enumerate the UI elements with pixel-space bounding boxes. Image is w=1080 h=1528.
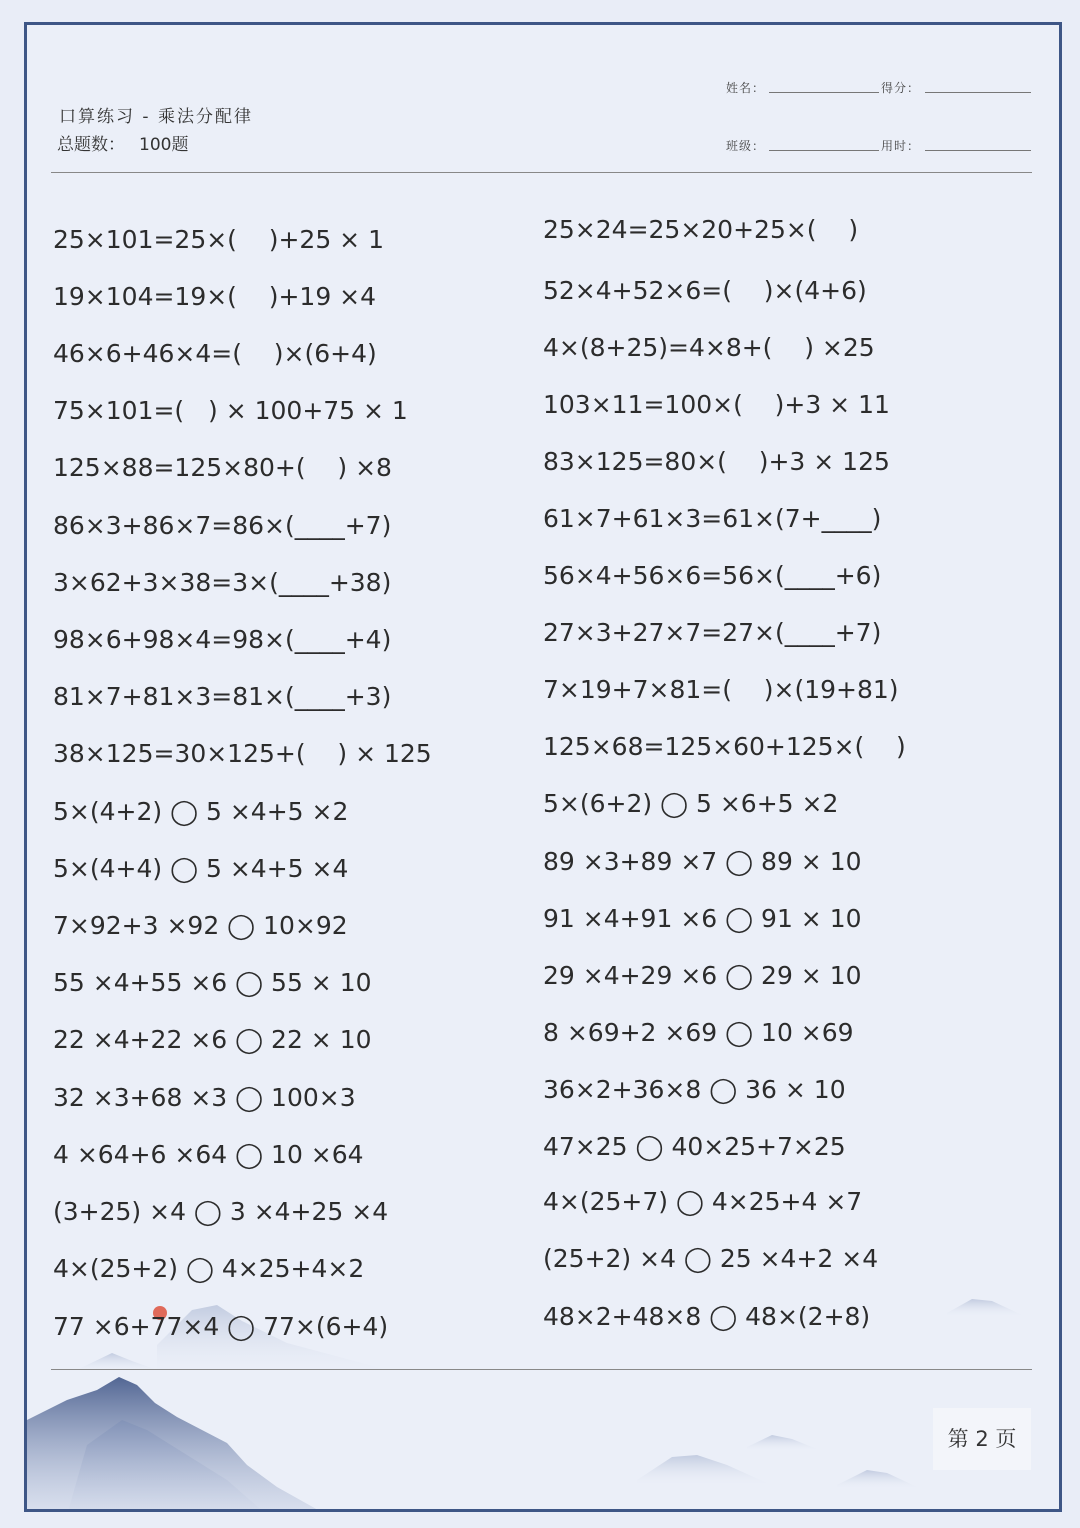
problem-left-19: 4×(25+2) ◯ 4×25+4×2 bbox=[53, 1254, 365, 1283]
problem-left-11: 5×(4+2) ◯ 5 ×4+5 ×2 bbox=[53, 797, 349, 826]
problem-right-2: 52×4+52×6=( )×(4+6) bbox=[543, 276, 867, 305]
total-count-label: 总题数： bbox=[57, 135, 125, 155]
problem-left-15: 22 ×4+22 ×6 ◯ 22 × 10 bbox=[53, 1025, 372, 1054]
problem-left-7: 3×62+3×38=3×(____+38) bbox=[53, 568, 392, 597]
problem-left-16: 32 ×3+68 ×3 ◯ 100×3 bbox=[53, 1083, 356, 1112]
problem-right-1: 25×24=25×20+25×( ) bbox=[543, 215, 859, 244]
time-line[interactable] bbox=[925, 150, 1031, 151]
problem-right-3: 4×(8+25)=4×8+( ) ×25 bbox=[543, 333, 875, 362]
score-line[interactable] bbox=[925, 92, 1031, 93]
problem-right-8: 27×3+27×7=27×(____+7) bbox=[543, 618, 882, 647]
problem-right-9: 7×19+7×81=( )×(19+81) bbox=[543, 675, 899, 704]
page-number: 第 2 页 bbox=[933, 1408, 1031, 1470]
problem-left-18: (3+25) ×4 ◯ 3 ×4+25 ×4 bbox=[53, 1197, 389, 1226]
problem-right-10: 125×68=125×60+125×( ) bbox=[543, 732, 906, 761]
class-line[interactable] bbox=[769, 150, 879, 151]
worksheet-title: 口算练习 - 乘法分配律 bbox=[59, 107, 253, 127]
problem-right-12: 89 ×3+89 ×7 ◯ 89 × 10 bbox=[543, 847, 862, 876]
total-count bbox=[57, 130, 188, 155]
hill-right-4 bbox=[837, 1470, 917, 1487]
problem-right-17: 47×25 ◯ 40×25+7×25 bbox=[543, 1132, 846, 1161]
problem-right-7: 56×4+56×6=56×(____+6) bbox=[543, 561, 882, 590]
hill-right-3 bbox=[947, 1299, 1022, 1315]
name-line[interactable] bbox=[769, 92, 879, 93]
worksheet-page bbox=[24, 22, 1062, 1512]
problem-right-6: 61×7+61×3=61×(7+____) bbox=[543, 504, 882, 533]
problem-right-5: 83×125=80×( )+3 × 125 bbox=[543, 447, 890, 476]
problem-left-20: 77 ×6+77×4 ◯ 77×(6+4) bbox=[53, 1312, 389, 1341]
problem-left-2: 19×104=19×( )+19 ×4 bbox=[53, 282, 377, 311]
hill-right-1 bbox=[637, 1455, 767, 1483]
problem-left-13: 7×92+3 ×92 ◯ 10×92 bbox=[53, 911, 348, 940]
hill-left-small bbox=[77, 1353, 157, 1370]
problem-right-15: 8 ×69+2 ×69 ◯ 10 ×69 bbox=[543, 1018, 854, 1047]
problem-right-18: 4×(25+7) ◯ 4×25+4 ×7 bbox=[543, 1187, 863, 1216]
problem-left-6: 86×3+86×7=86×(____+7) bbox=[53, 511, 392, 540]
header-divider bbox=[51, 172, 1032, 173]
problem-left-1: 25×101=25×( )+25 × 1 bbox=[53, 225, 384, 254]
problem-left-10: 38×125=30×125+( ) × 125 bbox=[53, 739, 432, 768]
problem-left-12: 5×(4+4) ◯ 5 ×4+5 ×4 bbox=[53, 854, 349, 883]
problem-right-20: 48×2+48×8 ◯ 48×(2+8) bbox=[543, 1302, 871, 1331]
footer-divider bbox=[51, 1369, 1032, 1370]
problem-left-4: 75×101=( ) × 100+75 × 1 bbox=[53, 396, 408, 425]
name-label: 姓名： bbox=[726, 81, 766, 95]
time-label: 用时： bbox=[881, 139, 921, 153]
problem-right-16: 36×2+36×8 ◯ 36 × 10 bbox=[543, 1075, 846, 1104]
problem-left-9: 81×7+81×3=81×(____+3) bbox=[53, 682, 392, 711]
problem-left-8: 98×6+98×4=98×(____+4) bbox=[53, 625, 392, 654]
problem-left-14: 55 ×4+55 ×6 ◯ 55 × 10 bbox=[53, 968, 372, 997]
problem-right-4: 103×11=100×( )+3 × 11 bbox=[543, 390, 890, 419]
problem-right-13: 91 ×4+91 ×6 ◯ 91 × 10 bbox=[543, 904, 862, 933]
problem-left-17: 4 ×64+6 ×64 ◯ 10 ×64 bbox=[53, 1140, 364, 1169]
class-label: 班级： bbox=[726, 139, 766, 153]
problem-right-11: 5×(6+2) ◯ 5 ×6+5 ×2 bbox=[543, 789, 839, 818]
problem-right-14: 29 ×4+29 ×6 ◯ 29 × 10 bbox=[543, 961, 862, 990]
problem-left-5: 125×88=125×80+( ) ×8 bbox=[53, 453, 392, 482]
total-count-value: 100题 bbox=[139, 135, 189, 155]
hill-right-2 bbox=[747, 1435, 817, 1449]
score-label: 得分： bbox=[881, 81, 921, 95]
problem-left-3: 46×6+46×4=( )×(6+4) bbox=[53, 339, 377, 368]
problem-right-19: (25+2) ×4 ◯ 25 ×4+2 ×4 bbox=[543, 1244, 879, 1273]
